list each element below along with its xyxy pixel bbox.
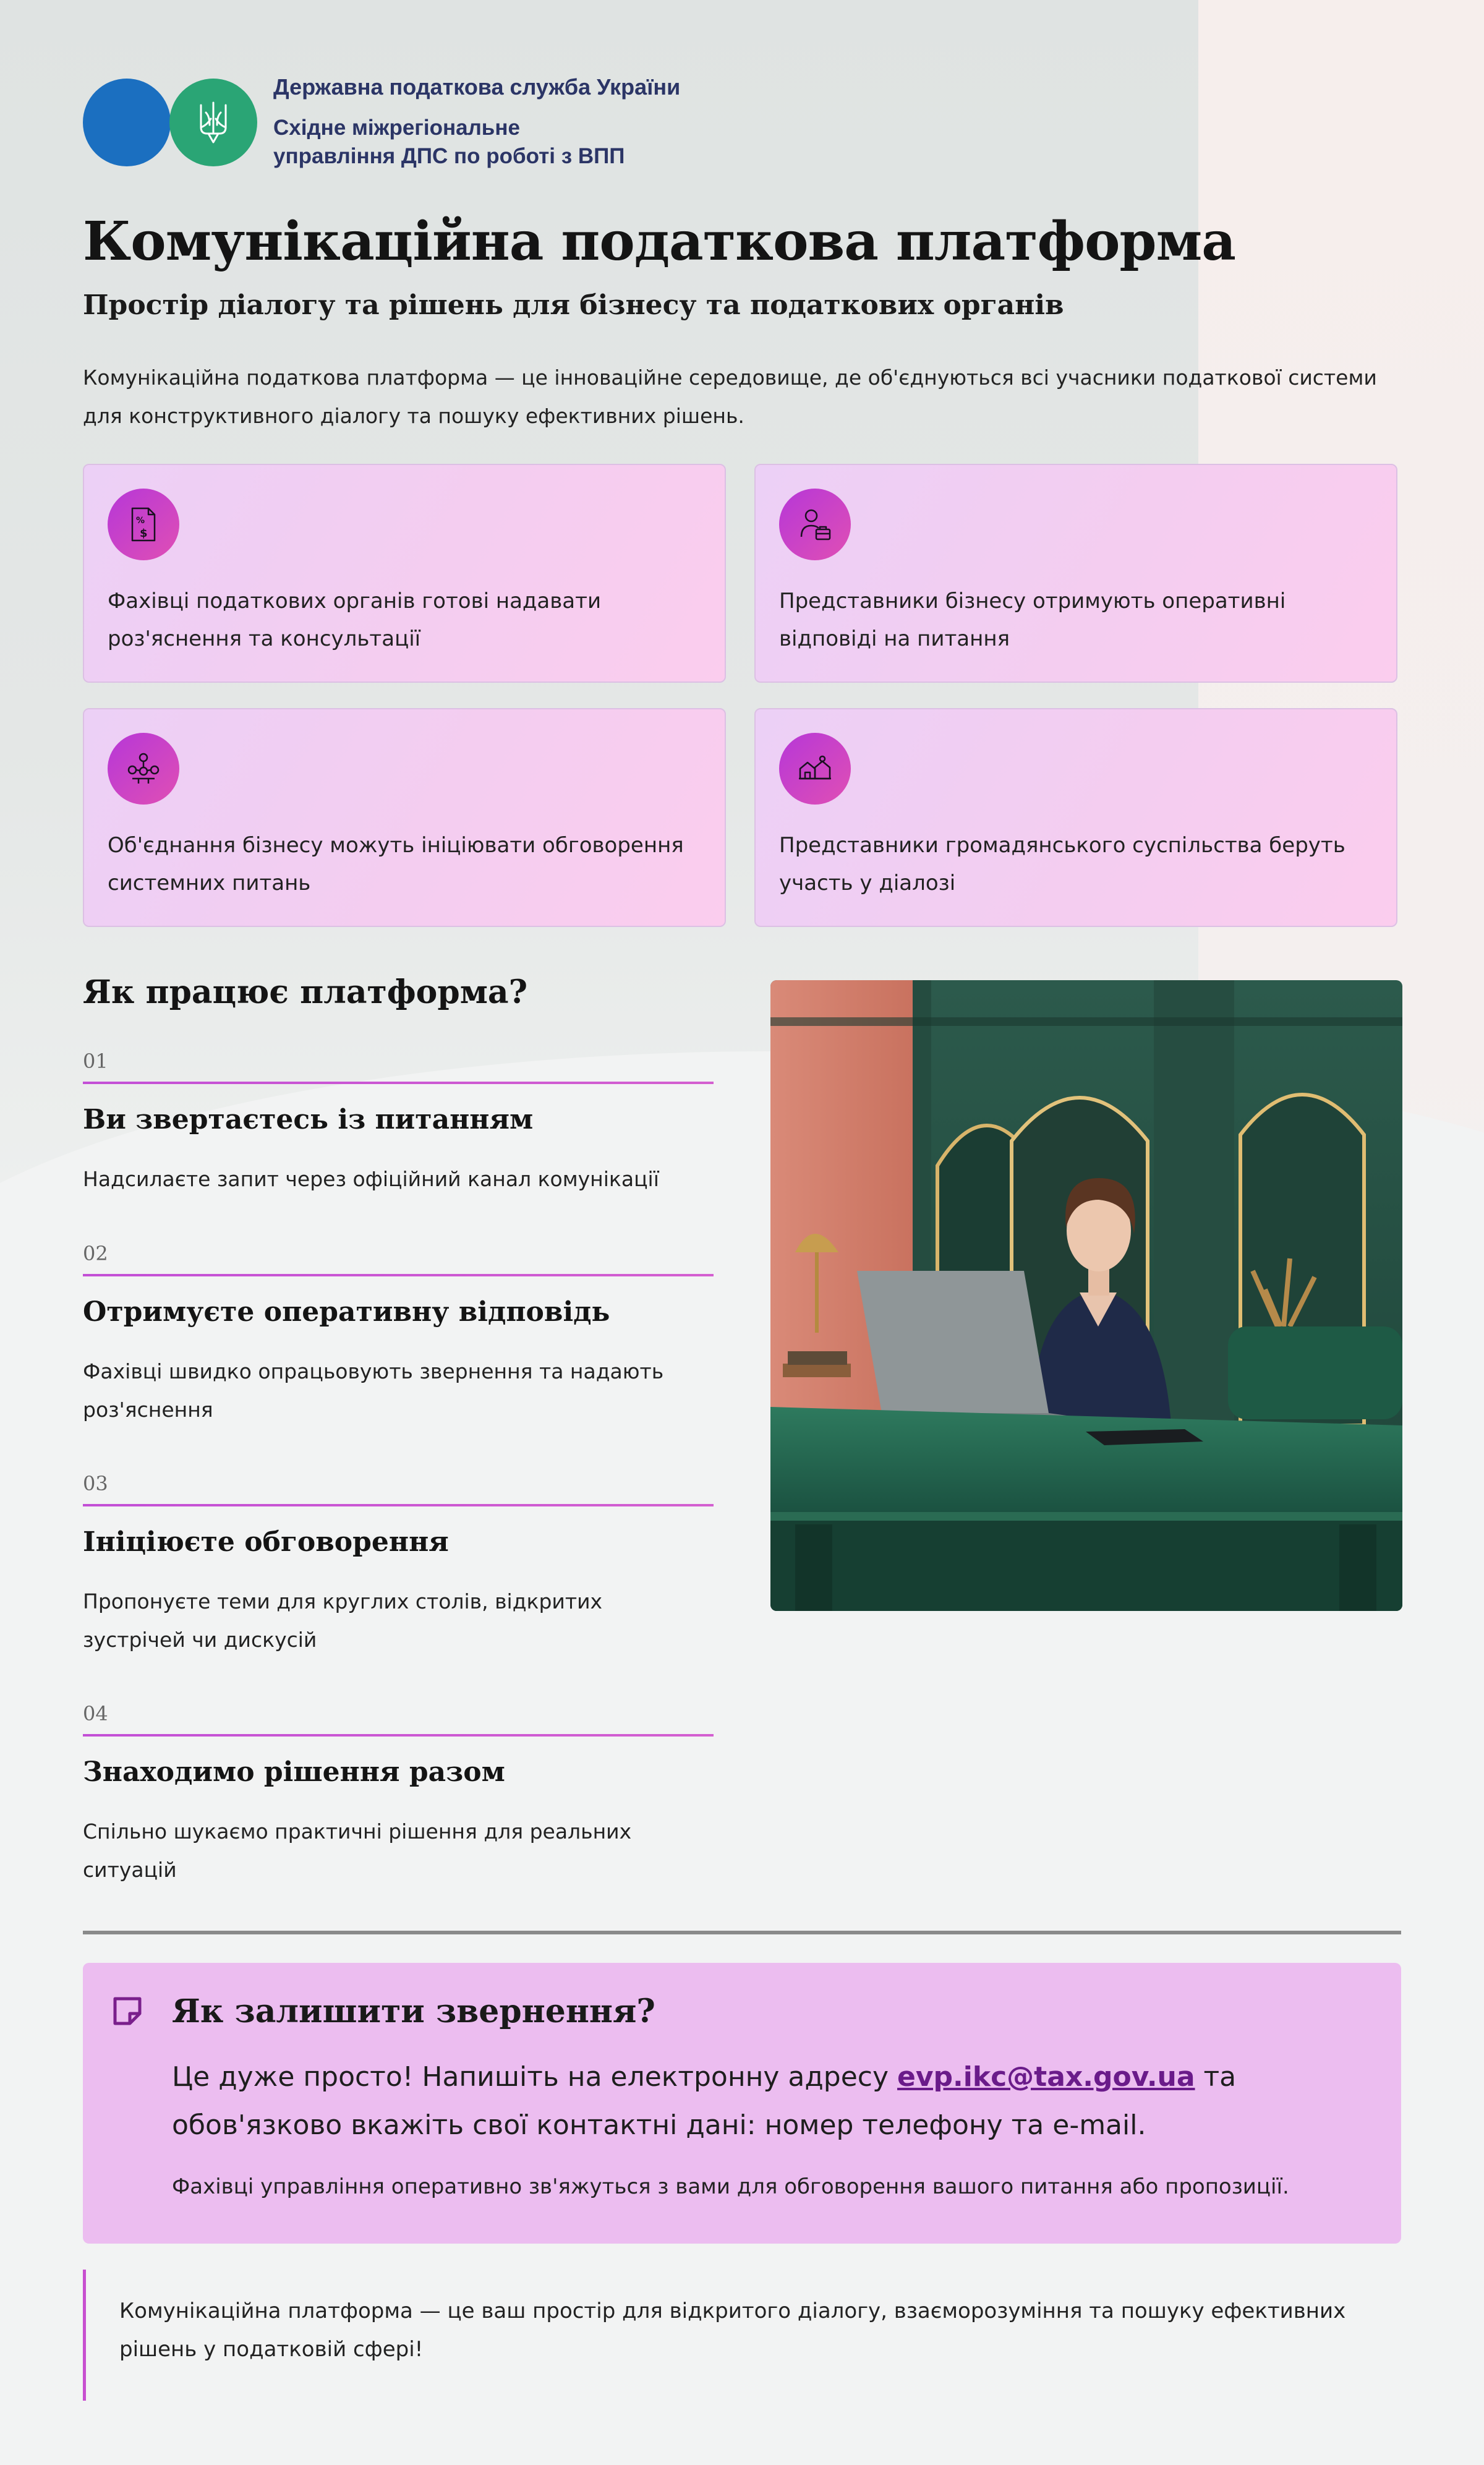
feature-text: Об'єднання бізнесу можуть ініціювати обговорення системних питань (108, 833, 684, 895)
feature-card-associations (83, 708, 726, 927)
step-description: Надсилаєте запит через офіційний канал комунікації (83, 1167, 659, 1191)
office-photo (770, 980, 1402, 1611)
svg-text:$: $ (140, 527, 148, 540)
step-number: 02 (83, 1242, 108, 1265)
step-4 (83, 1702, 714, 1889)
section-divider (83, 1931, 1401, 1934)
note-icon (111, 1995, 143, 2030)
dept-line-2: управління ДПС по роботі з ВПП (273, 144, 625, 168)
network-icon (108, 733, 179, 805)
svg-text:%: % (136, 516, 145, 526)
page-title: Комунікаційна податкова платформа (83, 210, 1235, 273)
business-person-icon (779, 489, 851, 560)
email-link[interactable]: evp.ikc@tax.gov.ua (897, 2061, 1195, 2093)
step-title: Знаходимо рішення разом (83, 1756, 505, 1788)
feature-card-business (754, 464, 1397, 683)
step-description: Фахівці швидко опрацьовують звернення та надають роз'яснення (83, 1359, 664, 1422)
trident-icon (169, 79, 257, 166)
header (83, 74, 680, 171)
feature-text: Представники громадянського суспільства беруть участь у діалозі (779, 833, 1345, 895)
community-icon (779, 733, 851, 805)
step-divider (83, 1734, 714, 1737)
contact-text-before: Це дуже просто! Напишіть на електронну адресу (172, 2061, 898, 2093)
intro-paragraph: Комунікаційна податкова платформа — це інноваційне середовище, де об'єднуються всі учасники податкової системи для конструктивного діалогу та пошуку ефективних рішень. (83, 365, 1377, 428)
contact-text-after: та обов'язково вкажіть свої контактні дані: номер телефону та e-mail. (172, 2061, 1237, 2141)
feature-text: Представники бізнесу отримують оперативні відповіді на питання (779, 589, 1286, 651)
tax-document-icon (108, 489, 179, 560)
contact-instructions (172, 2053, 1378, 2150)
dept-line-1: Східне міжрегіональне (273, 116, 520, 140)
feature-card-civil-society (754, 708, 1397, 927)
closing-text: Комунікаційна платформа — це ваш простір для відкритого діалогу, взаєморозуміння та пошуку ефективних рішень у податковій сфері! (119, 2299, 1346, 2362)
step-2 (83, 1242, 714, 1429)
feature-text: Фахівці податкових органів готові надавати роз'яснення та консультації (108, 589, 602, 651)
step-number: 04 (83, 1702, 108, 1725)
step-number: 03 (83, 1472, 108, 1495)
step-1 (83, 1049, 714, 1198)
step-divider (83, 1504, 714, 1506)
step-divider (83, 1082, 714, 1084)
feature-card-tax-experts (83, 464, 726, 683)
step-3 (83, 1472, 714, 1659)
step-description: Пропонуєте теми для круглих столів, відкритих зустрічей чи дискусій (83, 1589, 603, 1652)
step-divider (83, 1274, 714, 1276)
page-subtitle: Простір діалогу та рішень для бізнесу та податкових органів (83, 289, 1064, 321)
closing-quote (83, 2270, 1401, 2401)
step-number: 01 (83, 1049, 108, 1073)
contact-box (83, 1963, 1401, 2244)
organization-name (273, 74, 680, 171)
contact-title: Як залишити звернення? (172, 1993, 655, 2030)
logo-blue-circle (83, 79, 171, 166)
logo (83, 79, 257, 166)
step-title: Ви звертаєтесь із питанням (83, 1104, 534, 1135)
step-title: Ініціюєте обговорення (83, 1526, 449, 1558)
contact-note: Фахівці управління оперативно зв'яжуться з вами для обговорення вашого питання або пропозиції. (172, 2174, 1289, 2199)
how-it-works-title: Як працює платформа? (83, 973, 528, 1011)
step-description: Спільно шукаємо практичні рішення для реальних ситуацій (83, 1819, 632, 1882)
step-title: Отримуєте оперативну відповідь (83, 1296, 610, 1328)
org-name: Державна податкова служба України (273, 74, 681, 100)
